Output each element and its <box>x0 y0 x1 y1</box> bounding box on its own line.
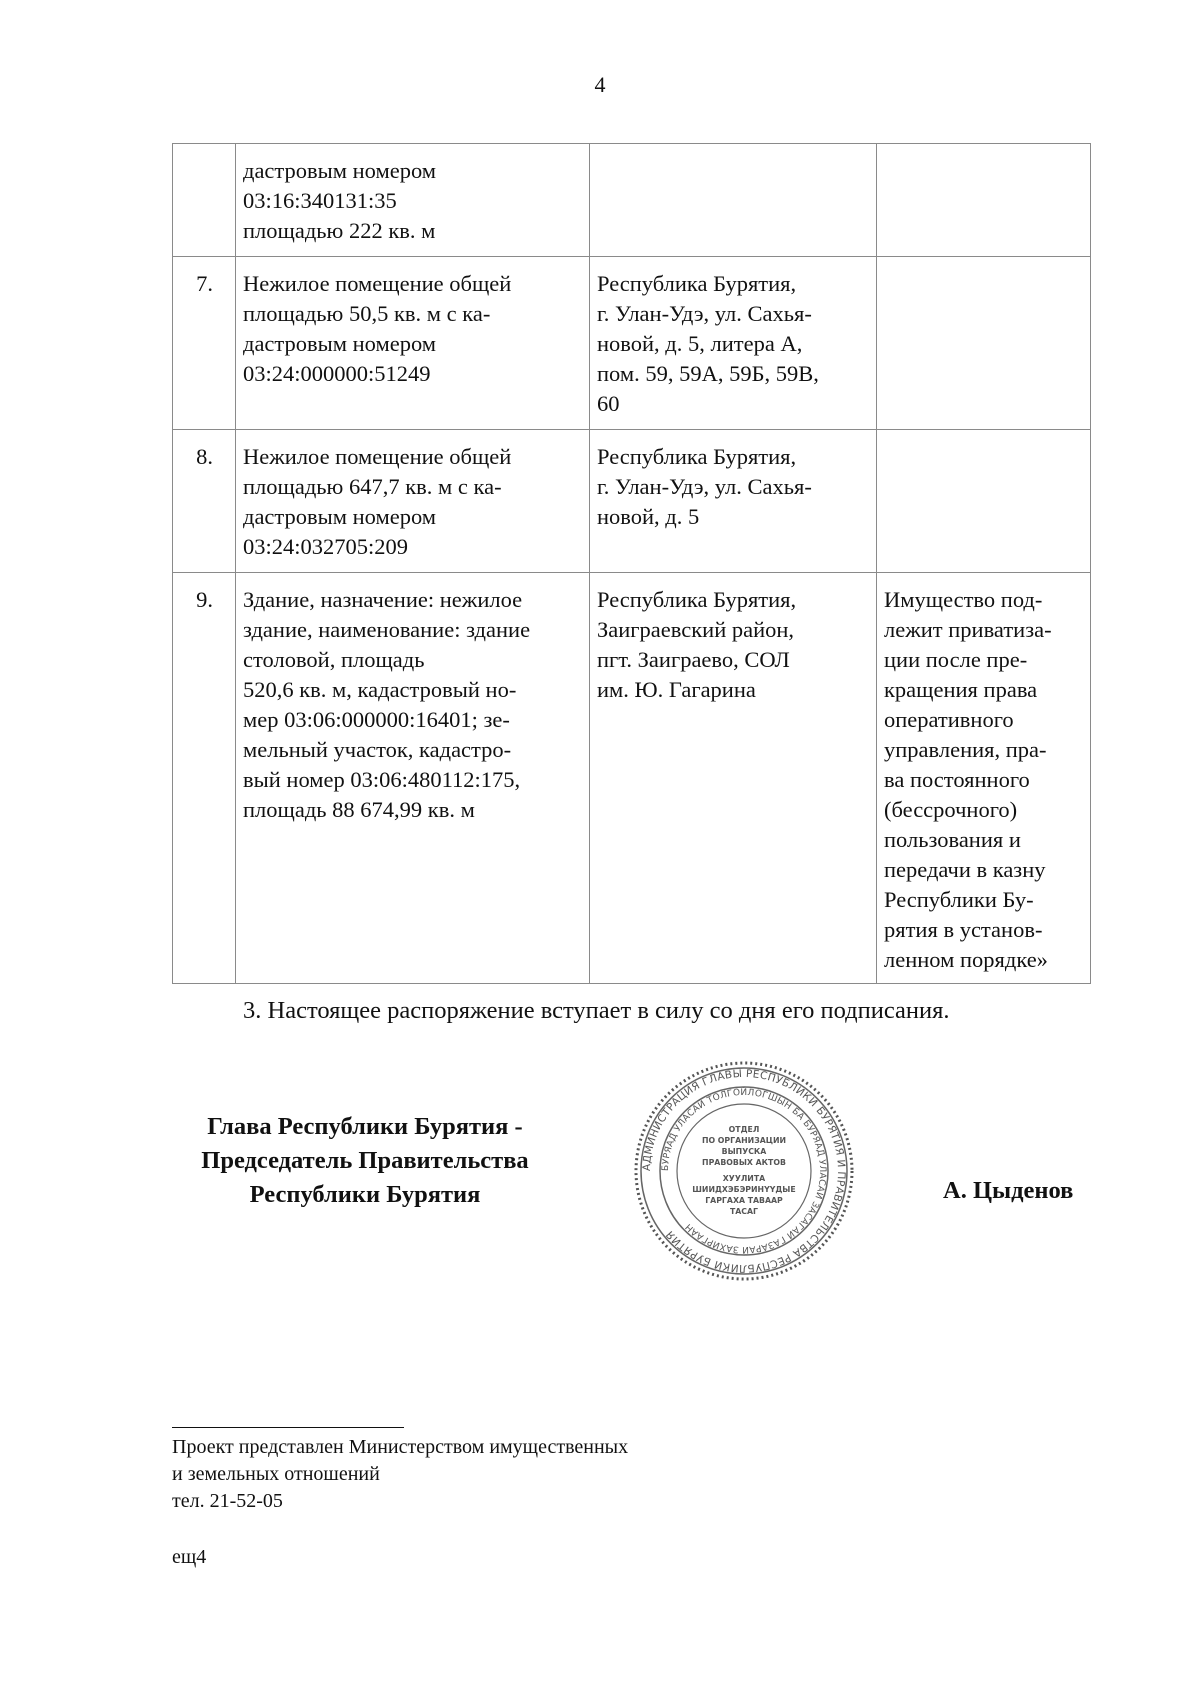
seal-center-line: ПО ОРГАНИЗАЦИИ <box>701 1136 787 1145</box>
seal-center-line: ОТДЕЛ <box>728 1125 760 1134</box>
signatory-title-line: Председатель Правительства <box>201 1147 529 1174</box>
document-code: ещ4 <box>172 1546 207 1568</box>
row-number: 8. <box>173 430 236 573</box>
property-table <box>172 143 1091 984</box>
seal-center-line: ВЫПУСКА <box>721 1147 767 1156</box>
signatory-title-line: Республики Бурятия <box>249 1181 481 1208</box>
seal-center-line: ХУУЛИТА <box>722 1174 766 1183</box>
property-note <box>877 144 1091 257</box>
property-note <box>877 257 1091 430</box>
footnote <box>172 1434 628 1515</box>
page-number: 4 <box>594 72 606 97</box>
table-row <box>173 430 1091 573</box>
property-description: Здание, назначение: нежилое здание, наименование: здание столовой, площадь 520,6 кв. м, кадастровый но- мер 03:06:000000:16401; зе- мельный участок, кадастро- вый номер 03:06:480112:175, площадь 88 674,99 кв. м <box>236 573 590 984</box>
seal-center-line: ПРАВОВЫХ АКТОВ <box>702 1158 786 1167</box>
property-address: Республика Бурятия, г. Улан-Удэ, ул. Сахья- новой, д. 5 <box>590 430 877 573</box>
clause-3: 3. Настоящее распоряжение вступает в силу со дня его подписания. <box>243 997 950 1024</box>
footnote-line: тел. 21-52-05 <box>172 1490 283 1512</box>
footnote-line: и земельных отношений <box>172 1463 380 1485</box>
seal-inner-text: БУРЯАД УЛАСАЙ ТОЛГОЙЛОГШЫН БА БУРЯАД УЛАСАЙ ЗАСАГАЙ ГАЗАРАЙ ЗАХИРГААН <box>660 1087 828 1255</box>
footnote-divider <box>172 1427 404 1428</box>
property-description: Нежилое помещение общей площадью 647,7 кв. м с ка- дастровым номером 03:24:032705:209 <box>236 430 590 573</box>
row-number: 9. <box>173 573 236 984</box>
property-note: Имущество под- лежит приватиза- ции после пре- кращения права оперативного управления, пра- ва постоянного (бессрочного) пользования и передачи в казну Республики Бу- рятия в установ- ленном порядке» <box>877 573 1091 984</box>
official-seal <box>633 1060 855 1282</box>
svg-text:АДМИНИСТРАЦИЯ ГЛАВЫ РЕСПУБЛИКИ <box>641 1068 847 1274</box>
property-address <box>590 144 877 257</box>
seal-center-line: ШИИДХЭБЭРИНҮҮДЫЕ <box>692 1185 796 1194</box>
table-row <box>173 257 1091 430</box>
footnote-line: Проект представлен Министерством имущественных <box>172 1436 629 1458</box>
signatory-name: А. Цыденов <box>943 1177 1074 1204</box>
property-description: Нежилое помещение общей площадью 50,5 кв. м с ка- дастровым номером 03:24:000000:51249 <box>236 257 590 430</box>
table-row <box>173 573 1091 984</box>
seal-outer-text: АДМИНИСТРАЦИЯ ГЛАВЫ РЕСПУБЛИКИ БУРЯТИЯ И ПРАВИТЕЛЬСТВА РЕСПУБЛИКИ БУРЯТИЯ <box>640 1067 848 1275</box>
property-address: Республика Бурятия, Заиграевский район, пгт. Заиграево, СОЛ им. Ю. Гагарина <box>590 573 877 984</box>
signatory-title-line: Глава Республики Бурятия - <box>207 1113 523 1140</box>
seal-center-line: ГАРГАХА ТАВААР <box>705 1196 783 1205</box>
signatory-title <box>160 1110 570 1212</box>
property-description: дастровым номером 03:16:340131:35 площадью 222 кв. м <box>236 144 590 257</box>
table-row <box>173 144 1091 257</box>
svg-text:БУРЯАД УЛАСАЙ ТОЛГОЙЛОГШЫН БА <box>661 1086 827 1256</box>
row-number: 7. <box>173 257 236 430</box>
property-note <box>877 430 1091 573</box>
row-number <box>173 144 236 257</box>
property-address: Республика Бурятия, г. Улан-Удэ, ул. Сахья- новой, д. 5, литера А, пом. 59, 59А, 59Б, 59В, 60 <box>590 257 877 430</box>
seal-center-line: ТАСАГ <box>729 1207 759 1216</box>
